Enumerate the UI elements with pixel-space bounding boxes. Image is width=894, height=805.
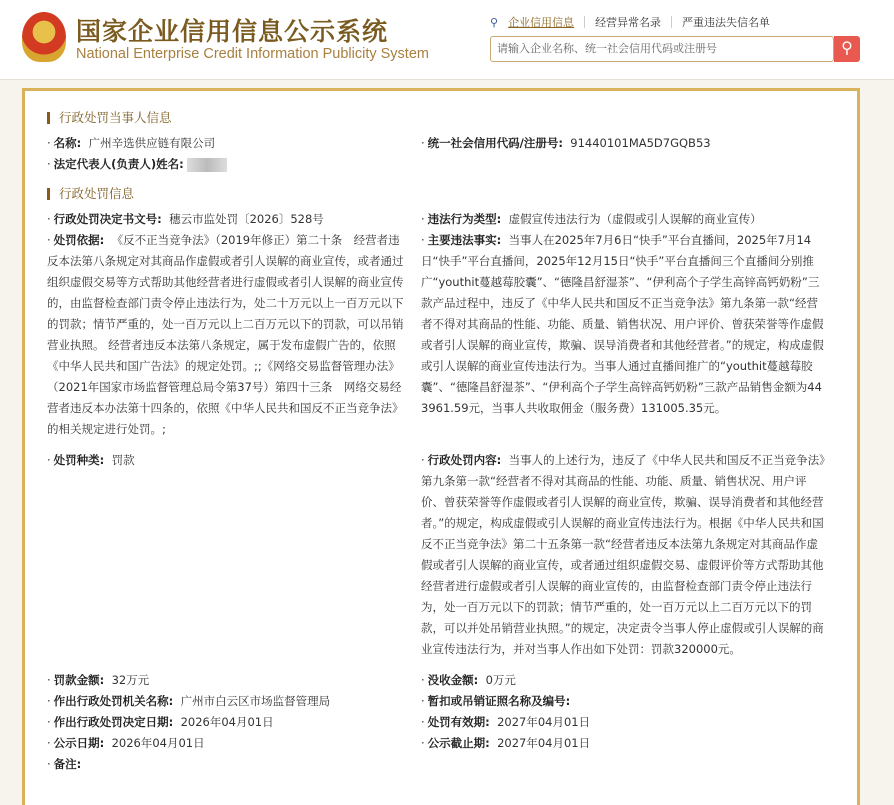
field-confiscate: · 没收金额: 0万元	[421, 673, 516, 687]
field-publish-end: · 公示截止期: 2027年04月01日	[421, 736, 591, 750]
link-abnormal-list[interactable]: 经营异常名录	[595, 16, 662, 29]
field-decision-date: · 作出行政处罚决定日期: 2026年04月01日	[47, 715, 274, 729]
field-content: · 行政处罚内容: 当事人的上述行为，违反了《中华人民共和国反不正当竞争法》第九条第一款“经营者不得对其商品的性能、功能、质量、销售状况、用户评价、曾获荣誉等作虚假或者引人误解的商业宣传，欺骗、误导消费者和其他经营者。”的规定，构成虚假或引人误解的商业宣传违法行为。根据《中华人民共和国反不正当竞争法》第二十五条第一款“经营者违反本法第九条规定对其商品作虚假或者引人误解的商业宣传，或者通过组织虚假交易、虚假评价等方式帮助其他经营者进行虚假或者引人误解的商业宣传的，由监督检查部门责令停止违法行为，处一百万元以下的罚款；情节严重的，处一百万元以上二百万元以下的罚款，可以并处吊销营业执照。”的规定，决定责令当事人停止虚假或引人误解的商业宣传违法行为，并对当事人作出如下处罚：罚款320000元。	[421, 453, 825, 656]
penalty-fields	[47, 209, 839, 775]
field-violation-type: · 违法行为类型: 虚假宣传违法行为（虚假或引人误解的商业宣传）	[421, 212, 762, 226]
header	[0, 0, 894, 80]
field-remark: · 备注:	[47, 757, 82, 771]
party-fields	[47, 133, 839, 175]
field-basis: · 处罚依据: 《反不正当竞争法》（2019年修正）第二十条 经营者违反本法第八条规定对其商品作虚假或者引人误解的商业宣传，或者通过组织虚假交易等方式帮助其他经营者进行虚假或者引人误解的商业宣传的，由监督检查部门责令停止违法行为，处二十万元以上一百万元以下的罚款；情节严重的，处一百万元以上二百万元以下的罚款，可以吊销营业执照。 经营者违反本法第八条规定，属于发布虚假广告的，依照《中华人民共和国广告法》的规定处罚。;;《网络交易监督管理办法》（2021年国家市场监督管理总局令第37号）第四十三条 网络交易经营者违反本办法第十四条的，依照《中华人民共和国反不正当竞争法》的相关规定进行处罚。;	[47, 233, 404, 436]
site-title: 国家企业信用信息公示系统	[76, 17, 389, 46]
field-valid-until: · 处罚有效期: 2027年04月01日	[421, 715, 591, 729]
field-name: · 名称: 广州辛选供应链有限公司	[47, 136, 216, 150]
field-authority: · 作出行政处罚机关名称: 广州市白云区市场监督管理局	[47, 694, 331, 708]
field-facts: · 主要违法事实: 当事人在2025年7月6日“快手”平台直播间，2025年7月14日“快手”平台直播间，2025年12月15日“快手”平台直播间三个直播间分别推广“youthit蔓越莓胶囊”、“德隆昌舒湿茶”、“伊利高个子学生高锌高钙奶粉”三款产品过程中，违反了《中华人民共和国反不正当竞争法》第九条第一款“经营者不得对其商品的性能、功能、质量、销售状况、用户评价、曾获荣誉等作虚假或者引人误解的商业宣传，欺骗、误导消费者和其他经营者。”的规定，构成虚假或引人误解的商业宣传违法行为。当事人通过直播间推广的“youthit蔓越莓胶囊”、“德隆昌舒湿茶”、“伊利高个子学生高锌高钙奶粉”三款产品销售金额为443961.59元，当事人共收取佣金（服务费）131005.35元。	[421, 233, 824, 415]
search-input[interactable]: 请输入企业名称、统一社会信用代码或注册号	[490, 36, 834, 62]
divider	[671, 16, 672, 28]
search-button[interactable]	[834, 36, 860, 62]
national-emblem-icon	[22, 12, 66, 62]
redacted-name	[187, 158, 227, 172]
search-icon: ⚲	[841, 38, 853, 57]
field-doc-number: · 行政处罚决定书文号: 穗云市监处罚〔2026〕528号	[47, 212, 324, 226]
field-fine: · 罚款金额: 32万元	[47, 673, 150, 687]
section-penalty: 行政处罚信息	[47, 185, 839, 203]
top-nav	[490, 14, 770, 30]
content-panel	[22, 88, 860, 805]
site-subtitle: National Enterprise Credit Information Publicity System	[76, 46, 429, 62]
field-kind: · 处罚种类: 罚款	[47, 453, 135, 467]
field-legal-rep: · 法定代表人(负责人)姓名:	[47, 154, 421, 175]
section-party: 行政处罚当事人信息	[47, 109, 839, 127]
link-credit-info[interactable]: 企业信用信息	[508, 16, 575, 29]
divider	[584, 16, 585, 28]
search-small-icon: ⚲	[490, 15, 499, 29]
field-credit-code: · 统一社会信用代码/注册号: 91440101MA5D7GQB53	[421, 136, 711, 150]
link-blacklist[interactable]: 严重违法失信名单	[682, 16, 771, 29]
field-publish-date: · 公示日期: 2026年04月01日	[47, 736, 205, 750]
field-license: · 暂扣或吊销证照名称及编号:	[421, 694, 571, 708]
